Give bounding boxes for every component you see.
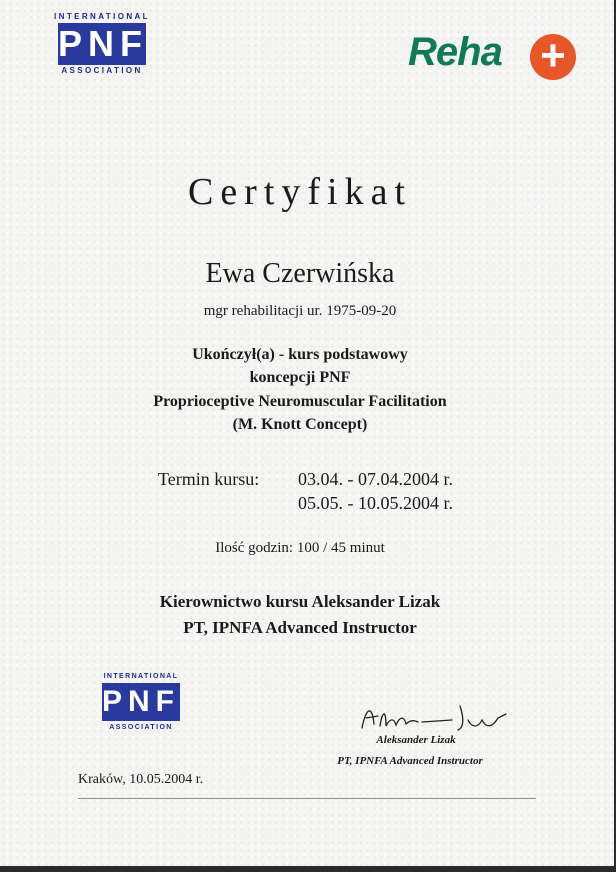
logo-mark: PNF (102, 683, 180, 721)
course-line: koncepcji PNF (249, 369, 351, 386)
certificate-title: Certyfikat (187, 171, 413, 213)
course-line: (M. Knott Concept) (232, 416, 368, 433)
place-and-date: Kraków, 10.05.2004 r. (78, 772, 204, 787)
pnf-association-logo-bottom (100, 672, 182, 732)
term-date: 05.05. - 10.05.2004 r. (298, 493, 453, 513)
reha-logo-word: Reha (408, 30, 502, 74)
pnf-association-logo-top (54, 12, 150, 76)
reha-logo (408, 28, 588, 88)
logo-caption-top: INTERNATIONAL (54, 12, 150, 21)
plus-icon: + (530, 34, 576, 80)
recipient-name: Ewa Czerwińska (205, 258, 395, 289)
signatory-name: Aleksander Lizak (376, 734, 456, 746)
logo-caption-top: INTERNATIONAL (103, 673, 179, 680)
term-date: 03.04. - 07.04.2004 r. (298, 469, 453, 489)
course-line: Proprioceptive Neuromuscular Facilitation (153, 393, 447, 410)
logo-mark: PNF (58, 23, 148, 64)
director-line: Kierownictwo kursu Aleksander Lizak (159, 592, 441, 611)
hours-line: Ilość godzin: 100 / 45 minut (215, 540, 385, 556)
footer-divider (78, 798, 536, 799)
signatory-title: PT, IPNFA Advanced Instructor (337, 755, 483, 767)
director-line: PT, IPNFA Advanced Instructor (183, 618, 417, 637)
term-label: Termin kursu: (158, 469, 260, 489)
logo-caption-bottom: ASSOCIATION (61, 66, 143, 75)
recipient-degree: mgr rehabilitacji ur. 1975-09-20 (203, 303, 397, 319)
logo-caption-bottom: ASSOCIATION (109, 724, 173, 731)
course-line: Ukończył(a) - kurs podstawowy (192, 346, 408, 363)
handwritten-signature (356, 698, 516, 738)
